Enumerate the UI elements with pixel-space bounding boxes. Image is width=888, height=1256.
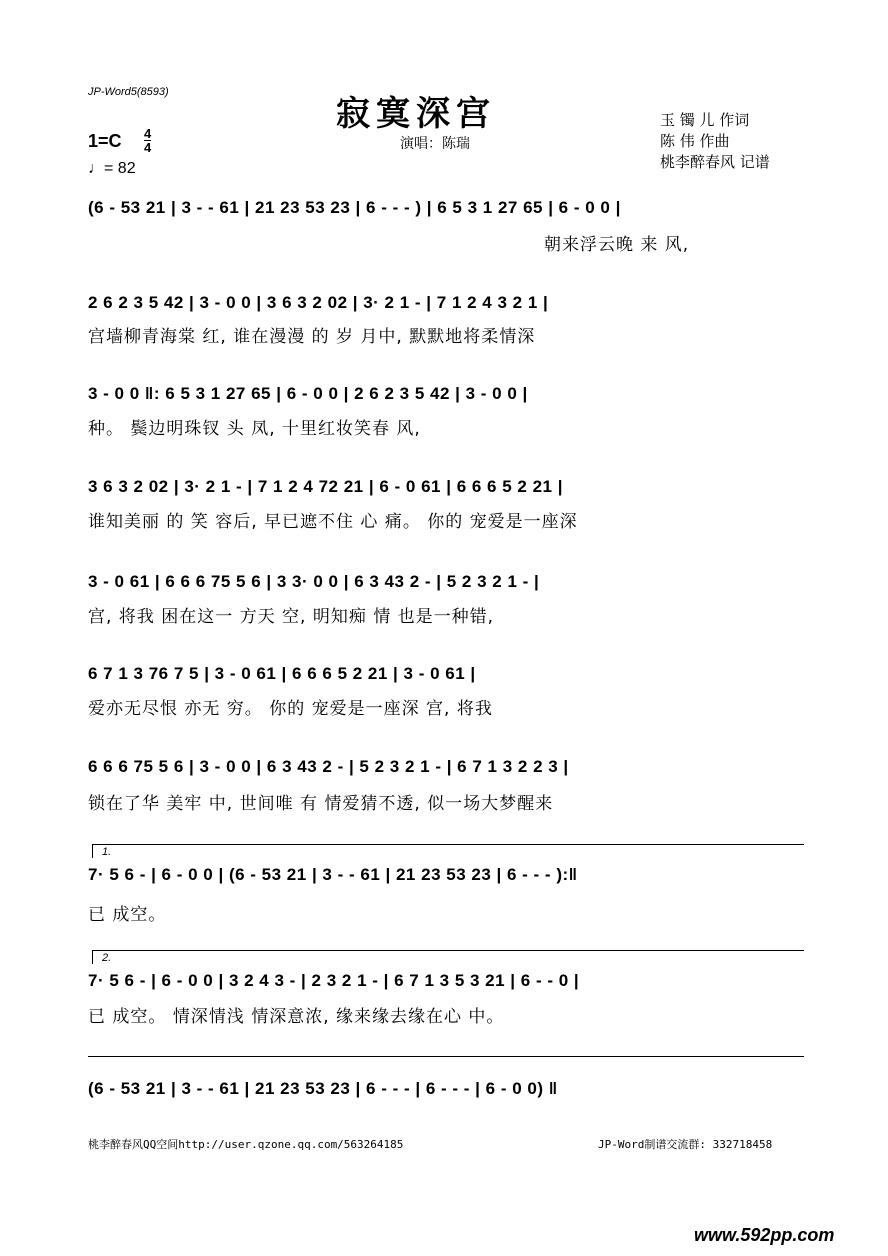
system-8-notes: 7· 5 6 - | 6 - 0 0 | (6 - 53 21 | 3 - - 61 | 21 23 53 23 | 6 - - - ):‖: [88, 865, 578, 884]
system-1-lyrics: 朝来浮云晚 来 风,: [544, 235, 690, 255]
volta-1-bracket: [92, 844, 804, 845]
system-9-lyrics: 已 成空。 情深情浅 情深意浓, 缘来缘去缘在心 中。: [88, 1007, 505, 1027]
system-5-lyrics: 宫, 将我 困在这一 方天 空, 明知痴 情 也是一种错,: [88, 607, 495, 627]
volta-1-bracket-tick: [92, 844, 93, 858]
tempo-value: = 82: [104, 160, 136, 177]
system-4-notes: 3 6 3 2 02 | 3· 2 1 - | 7 1 2 4 72 21 | 6 - 0 61 | 6 6 6 5 2 21 |: [88, 477, 563, 496]
system-1-notes: (6 - 53 21 | 3 - - 61 | 21 23 53 23 | 6 - - - ) | 6 5 3 1 27 65 | 6 - 0 0 |: [88, 198, 621, 217]
credits-block: [660, 110, 770, 173]
system-8-lyrics: 已 成空。: [88, 905, 167, 925]
volta-2-bracket-tick: [92, 950, 93, 964]
singer-credit: 演唱：陈瑞: [400, 136, 470, 152]
site-watermark: www.592pp.com: [694, 1225, 835, 1245]
system-2-notes: 2 6 2 3 5 42 | 3 - 0 0 | 3 6 3 2 02 | 3· 2 1 - | 7 1 2 4 3 2 1 |: [88, 293, 549, 312]
system-6-lyrics: 爱亦无尽恨 亦无 穷。 你的 宠爱是一座深 宫, 将我: [88, 699, 493, 719]
system-6-notes: 6 7 1 3 76 7 5 | 3 - 0 61 | 6 6 6 5 2 21 | 3 - 0 61 |: [88, 664, 476, 683]
transcriber-credit: 桃李醉春风 记谱: [660, 153, 770, 171]
key-signature: 1=C: [88, 131, 122, 151]
system-3-lyrics: 种。 鬓边明珠钗 头 凤, 十里红妆笑春 风,: [88, 419, 421, 439]
system-9-notes: 7· 5 6 - | 6 - 0 0 | 3 2 4 3 - | 2 3 2 1 - | 6 7 1 3 5 3 21 | 6 - - 0 |: [88, 971, 580, 990]
system-7-notes: 6 6 6 75 5 6 | 3 - 0 0 | 6 3 43 2 - | 5 2 3 2 1 - | 6 7 1 3 2 2 3 |: [88, 757, 569, 776]
system-2-lyrics: 宫墙柳青海棠 红, 谁在漫漫 的 岁 月中, 默默地将柔情深: [88, 327, 536, 347]
footer-group-number: JP-Word制谱交流群: 332718458: [598, 1138, 773, 1151]
system-10-notes: (6 - 53 21 | 3 - - 61 | 21 23 53 23 | 6 - - - | 6 - - - | 6 - 0 0) ‖: [88, 1079, 558, 1098]
volta-1-label: 1.: [102, 846, 112, 858]
quarter-note-icon: ♩: [88, 160, 104, 177]
lyricist-credit: 玉 镯 儿 作词: [660, 111, 750, 129]
time-signature-bottom: 4: [144, 140, 152, 155]
software-tag: JP-Word5(8593): [88, 86, 169, 98]
volta-2-bracket: [92, 950, 804, 951]
system-5-notes: 3 - 0 61 | 6 6 6 75 5 6 | 3 3· 0 0 | 6 3 43 2 - | 5 2 3 2 1 - |: [88, 572, 540, 591]
composer-credit: 陈 伟 作曲: [660, 132, 730, 150]
song-title: 寂寞深宫: [336, 94, 496, 134]
time-signature: [144, 127, 151, 154]
volta-2-label: 2.: [102, 952, 112, 964]
time-signature-top: 4: [144, 126, 152, 141]
system-7-lyrics: 锁在了华 美牢 中, 世间唯 有 情爱猜不透, 似一场大梦醒来: [88, 794, 554, 814]
system-3-notes: 3 - 0 0 ‖: 6 5 3 1 27 65 | 6 - 0 0 | 2 6 2 3 5 42 | 3 - 0 0 |: [88, 384, 528, 403]
system-4-lyrics: 谁知美丽 的 笑 容后, 早已遮不住 心 痛。 你的 宠爱是一座深: [88, 512, 578, 532]
footer-qzone-link: 桃李醉春风QQ空间http://user.qzone.qq.com/563264185: [88, 1138, 404, 1151]
coda-line: [88, 1056, 804, 1057]
tempo-marking: [88, 160, 136, 178]
